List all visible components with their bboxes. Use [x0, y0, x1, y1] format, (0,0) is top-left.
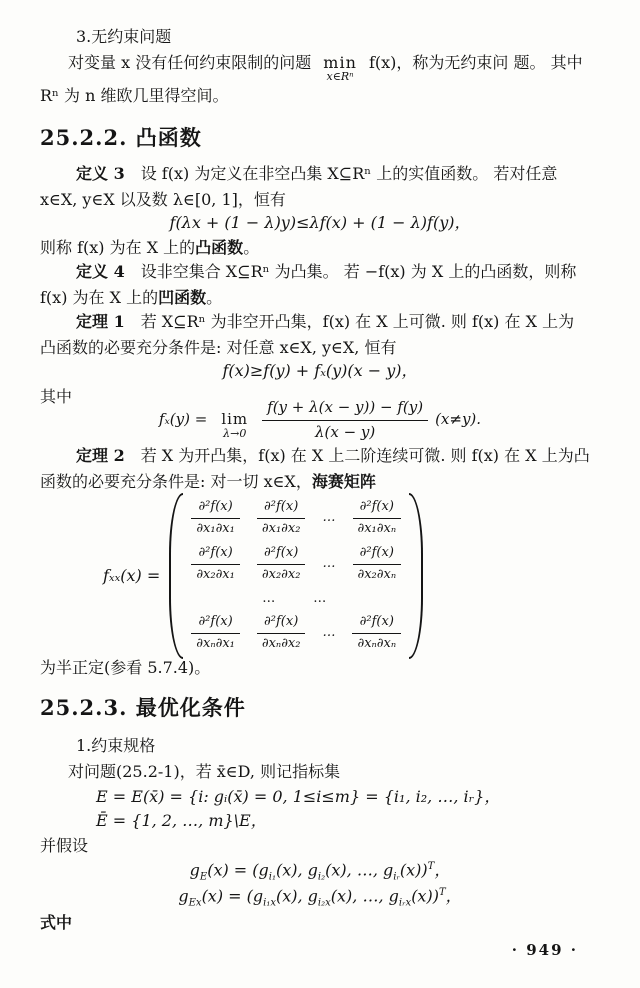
left-parenthesis [169, 493, 183, 659]
definition-3-line1 [76, 164, 557, 185]
matrix-cell [353, 499, 402, 538]
definition-4-line2-post: 。 [206, 288, 223, 307]
subscript: i₁x [263, 897, 276, 909]
cell-numerator: ∂²f(x) [191, 614, 240, 634]
convexity-inequality-formula: f(λx + (1 − λ)y)≤λf(x) + (1 − λ)f(y)， [169, 213, 471, 232]
formula-part: ， [445, 886, 462, 906]
hessian-matrix-grid [183, 493, 409, 659]
min-operator: min [323, 53, 357, 72]
constraint-qualification-heading: 1.约束规格 [76, 736, 156, 755]
matrix-cell [257, 545, 306, 584]
fraction-denominator: λ(x − y) [314, 422, 376, 441]
positive-semidefinite-line: 为半正定(参看 5.7.4)。 [40, 658, 211, 677]
definition-3-line2: x∈X, y∈X 以及数 λ∈[0, 1]，恒有 [40, 190, 286, 209]
cell-numerator: ∂²f(x) [352, 614, 401, 634]
theorem-2-line2 [40, 472, 376, 493]
cell-numerator: ∂²f(x) [353, 545, 402, 565]
formula-part: (x), …, g [325, 860, 394, 880]
cell-denominator: ∂x₂∂xₙ [357, 566, 397, 582]
formula-part: (x)) [411, 886, 439, 906]
cell-denominator: ∂x₁∂x₂ [261, 520, 301, 536]
lim-operator-stack [221, 410, 249, 441]
matrix-middle-ellipsis: … … [262, 590, 331, 606]
transpose-superscript: T [438, 887, 446, 898]
gE-vector-formula [0, 860, 640, 884]
matrix-cell [352, 614, 401, 653]
theorem-2-label: 定理 2 [76, 446, 125, 465]
definition-4-line2 [40, 288, 222, 309]
definition-3-label: 定义 3 [76, 164, 125, 183]
difference-quotient-fraction [262, 398, 428, 442]
cell-denominator: ∂x₂∂x₁ [196, 566, 235, 582]
formula-part: ， [434, 860, 451, 880]
directional-derivative-formula [0, 398, 640, 442]
formula-part: (x)) [399, 860, 428, 880]
gEx-jacobian-formula [0, 886, 640, 910]
hessian-matrix-term: 海赛矩阵 [311, 472, 376, 491]
definition-3-line3 [40, 238, 259, 259]
cell-denominator: ∂x₁∂xₙ [357, 520, 397, 536]
row-ellipsis: … [322, 509, 336, 525]
theorem-1-line1 [76, 312, 574, 333]
definition-3-text: 设 f(x) 为定义在非空凸集 X⊆Rⁿ 上的实值函数。 若对任意 [124, 164, 558, 183]
cell-numerator: ∂²f(x) [257, 545, 306, 565]
shizhong-label: 式中 [40, 913, 73, 932]
hessian-matrix-block [103, 493, 423, 659]
matrix-cell [191, 614, 240, 653]
cell-numerator: ∂²f(x) [191, 499, 240, 519]
definition-4-line2-pre: f(x) 为在 X 上的 [40, 288, 159, 307]
subsection-3-unconstrained-heading: 3.无约束问题 [76, 27, 172, 46]
matrix-cell [257, 614, 306, 653]
index-set-intro-line: 对问题(25.2-1)，若 x̄∈D, 则记指标集 [68, 762, 341, 781]
formula-part: g [178, 886, 189, 906]
theorem-2-line2-pre: 函数的必要充分条件是: 对一切 x∈X， [40, 472, 312, 491]
theorem-2-text: 若 X 为开凸集，f(x) 在 X 上二阶连续可微. 则 f(x) 在 X 上为凸 [124, 446, 590, 465]
lim-operator: lim [221, 410, 249, 429]
unconstrained-text-after: f(x)，称为无约束问 题。 其中 [368, 53, 583, 72]
cell-denominator: ∂x₂∂x₂ [261, 566, 301, 582]
theorem-1-line2: 凸函数的必要充分条件是: 对任意 x∈X, y∈X, 恒有 [40, 338, 397, 357]
formula-part: (x), …, g [330, 886, 399, 906]
unconstrained-text-before: 对变量 x 没有任何约束限制的问题 [68, 53, 312, 72]
assumption-label: 并假设 [40, 836, 89, 855]
definition-4-text: 设非空集合 X⊆Rⁿ 为凸集。 若 −f(x) 为 X 上的凸函数，则称 [124, 262, 577, 281]
formula-part: (x) = (g [201, 886, 264, 906]
section-title-convex-functions: 25.2.2. 凸函数 [40, 125, 202, 150]
convex-function-term: 凸函数 [195, 238, 244, 257]
cell-denominator: ∂xₙ∂xₙ [357, 636, 397, 652]
subscript: Ex [188, 897, 202, 909]
unconstrained-definition-line [68, 53, 583, 83]
cell-numerator: ∂²f(x) [191, 545, 240, 565]
euclidean-space-line: Rⁿ 为 n 维欧几里得空间。 [40, 86, 229, 105]
definition-3-line3-pre: 则称 f(x) 为在 X 上的 [40, 238, 196, 257]
matrix-cell [353, 545, 402, 584]
theorem-1-text: 若 X⊆Rⁿ 为非空开凸集，f(x) 在 X 上可微. 则 f(x) 在 X 上为 [124, 312, 575, 331]
inactive-index-set-formula: Ē = {1, 2, …, m}\E， [96, 811, 267, 830]
concave-function-term: 凹函数 [158, 288, 207, 307]
gradient-inequality-formula: f(x)≥f(y) + fₓ(y)(x − y)， [222, 361, 418, 380]
limit-lhs: fₓ(y) = [158, 410, 208, 429]
matrix-cell [257, 499, 306, 538]
qizhong-label: 其中 [40, 387, 73, 406]
row-ellipsis: … [322, 625, 336, 641]
row-ellipsis: … [322, 555, 336, 571]
right-parenthesis [409, 493, 423, 659]
formula-part: (x), g [276, 886, 318, 906]
min-operator-subscript: x∈Rⁿ [326, 70, 354, 83]
cell-numerator: ∂²f(x) [353, 499, 402, 519]
subscript: i₂x [317, 897, 331, 909]
hessian-lhs: fₓₓ(x) = [103, 565, 161, 585]
definition-4-line1 [76, 262, 576, 283]
subscript: E [199, 871, 208, 883]
limit-condition: (x≠y). [435, 410, 482, 429]
theorem-2-line1 [76, 446, 590, 467]
section-title-optimality-conditions: 25.2.3. 最优化条件 [40, 695, 246, 720]
subscript: iᵣ [393, 871, 400, 883]
page-number: · 949 · [511, 941, 578, 959]
transpose-superscript: T [427, 861, 435, 872]
subscript: i₁ [268, 871, 276, 883]
definition-3-line3-post: 。 [243, 238, 260, 257]
formula-part: g [189, 860, 200, 880]
cell-numerator: ∂²f(x) [257, 499, 306, 519]
fraction-numerator: f(y + λ(x − y)) − f(y) [262, 398, 428, 421]
cell-denominator: ∂x₁∂x₁ [196, 520, 235, 536]
formula-part: (x) = (g [207, 860, 269, 880]
subscript: iᵣx [398, 897, 412, 909]
min-operator-stack [323, 53, 357, 83]
matrix-cell [191, 545, 240, 584]
subscript: i₂ [317, 871, 326, 883]
cell-numerator: ∂²f(x) [257, 614, 306, 634]
cell-denominator: ∂xₙ∂x₁ [196, 636, 235, 652]
definition-4-label: 定义 4 [76, 262, 125, 281]
cell-denominator: ∂xₙ∂x₂ [261, 636, 301, 652]
formula-part: (x), g [276, 860, 318, 880]
matrix-cell [191, 499, 240, 538]
theorem-1-label: 定理 1 [76, 312, 125, 331]
active-index-set-formula: E = E(x̄) = {i: gᵢ(x̄) = 0, 1≤i≤m} = {i₁, i₂, …, iᵣ}， [96, 787, 501, 806]
lim-operator-subscript: λ→0 [223, 427, 247, 441]
